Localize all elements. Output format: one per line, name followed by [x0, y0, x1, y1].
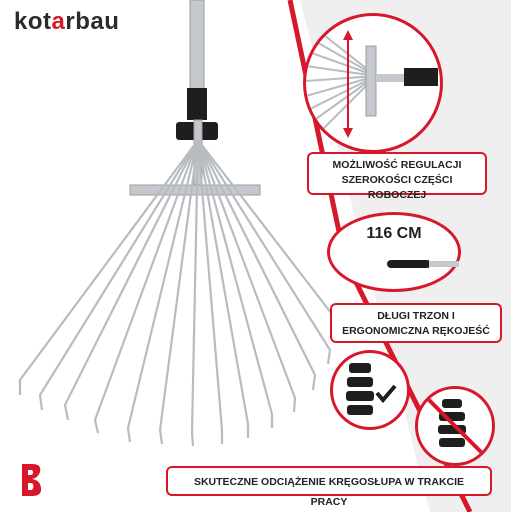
width-adjust-label: MOŻLIWOŚĆ REGULACJI SZEROKOŚCI CZĘŚCI ROBOCZEJ — [307, 152, 487, 195]
spine-check-icon — [333, 353, 407, 427]
width-adjust-zoom — [303, 13, 443, 153]
handle-length-badge — [327, 212, 461, 292]
spine-crossed-icon — [418, 389, 492, 463]
injured-spine-badge — [415, 386, 495, 466]
rake-head-closeup — [306, 16, 440, 150]
handle-desc-label: DŁUGI TRZON I ERGONOMICZNA RĘKOJEŚĆ — [330, 303, 502, 343]
brand-mark-icon — [18, 462, 46, 498]
handle-length-value: 116 CM — [366, 225, 422, 242]
spine-relief-label: SKUTECZNE ODCIĄŻENIE KRĘGOSŁUPA W TRAKCIE PRACY — [166, 466, 492, 496]
healthy-spine-badge — [330, 350, 410, 430]
handle-grip-image — [385, 256, 459, 270]
brand-logo: kotarbau — [14, 8, 120, 35]
